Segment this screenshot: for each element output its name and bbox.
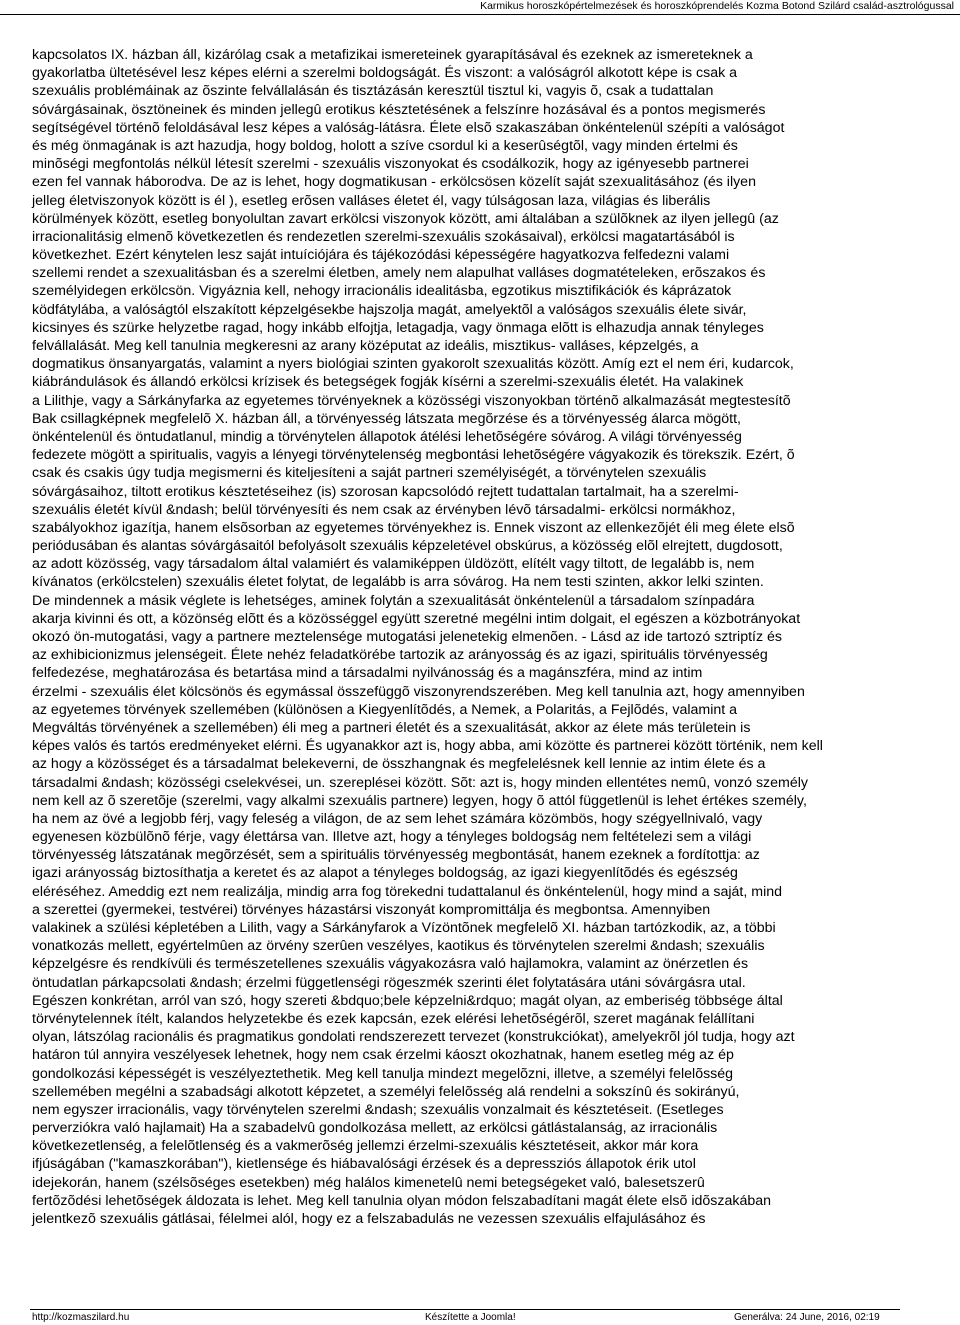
text-line: öntudatlan párkapcsolati &ndash; érzelmi függetlenségi rögeszmék szerinti élet folytatására utáni sóvárgásra utal. xyxy=(32,974,746,991)
text-line: gondolkozási képességét is veszélyeztethetik. Meg kell tanulja mindezt megelõzni, illetve, a személyi felelõsség xyxy=(32,1065,734,1082)
text-line: következhet. Ezért kénytelen lesz saját intuíciójára és tájékozódási képességére hagyatkozva felfedezni valami xyxy=(32,247,730,264)
text-line: minõségi megfontolás nélkül létesít szerelmi - szexuális viszonyokat és csodálkozik, hogy az igényesebb partnerei xyxy=(32,156,749,173)
text-line: kívánatos (erkölcstelen) szexuális életet folytat, de legalább is arra sóvárog. Ha nem testi szinten, akkor lelki szinten. xyxy=(32,574,764,591)
text-line: felfedezése, meghatározása és betartása mind a társadalmi nyilvánosság és a magánszféra, mind az intim xyxy=(32,665,703,682)
text-line: törvénytelennek ítélt, kalandos helyzetekbe és ezek kapcsán, ezek elérési lehetõségérõl, szeret magának felállítani xyxy=(32,1010,755,1027)
header-divider xyxy=(0,14,960,15)
footer-generated-date: Generálva: 24 June, 2016, 02:19 xyxy=(734,1312,880,1323)
text-line: az egyetemes törvények szellemében (különösen a Kiegyenlítõdés, a Nemek, a Polaritás, a Fejlõdés, valamint a xyxy=(32,701,738,718)
text-line: szellemi rendet a szexualitásban és a szerelmi életben, amely nem alapulhat valláses dogmatételeken, erõszakos és xyxy=(32,265,766,282)
text-line: Bak csillagképnek megfelelõ X. házban áll, a törvényesség látszata megõrzése és a törvényesség álarca mögött, xyxy=(32,410,741,427)
text-line: jelentkezõ szexuális gátlásai, félelmei alól, hogy ez a felszabadulás ne vezessen szexuális elfajulásához és xyxy=(32,1211,706,1227)
text-line: perverziókra való hajlamait) Ha a szabadelvû gondolkozása mellett, az erkölcsi gátlástalanság, az irracionális xyxy=(32,1120,718,1137)
text-line: a szerettei (gyermekei, testvérei) törvényes házastársi viszonyát kompromittálja és megbontsa. Amennyiben xyxy=(32,901,711,918)
text-line: De mindennek a másik véglete is lehetséges, aminek folytán a szexualitását önkéntelenül a társadalom színpadára xyxy=(32,592,755,609)
text-line: az hogy a közösséget és a társadalmat belekeverni, de összhangnak és megfelelésnek kell lennie az intim élete és a xyxy=(32,756,766,773)
text-line: fedezete mögött a spiritualis, vagyis a lényegi törvénytelenség megbontási lehetõségére vágyakozik és törekszik. Ezért, õ xyxy=(32,447,795,464)
text-line: akarja kivinni és ott, a közönség elõtt és a közösséggel együtt szeretné megélni intim dolgait, el egészen a közbotrányokat xyxy=(32,610,801,627)
text-line: kapcsolatos IX. házban áll, kizárólag csak a metafizikai ismereteinek gyarapításával és ezeknek az ismereteknek a xyxy=(32,47,753,63)
text-line: képes valós és tartós eredményeket elérni. És ugyanakkor azt is, hogy abba, ami közötte és partnerei között történik, nem kell xyxy=(32,738,823,755)
text-line: képzelgésre és rendkívüli és természetellenes szexuális vágyakozásra való hajlamokra, valamint az önérzetlen és xyxy=(32,956,749,973)
text-line: vonatkozás mellett, egyértelmûen az örvény szerûen veszélyes, kaotikus és törvénytelen szerelmi &ndash; szexuális xyxy=(32,938,765,955)
text-line: jelleg életviszonyok között is él ), esetleg erõsen valláses életet él, vagy túlságosan laza, világias és liberális xyxy=(32,192,711,209)
text-line: nem egyszer irracionális, vagy törvénytelen szerelmi &ndash; szexuális vonzalmait és késztetéseit. (Esetleges xyxy=(32,1101,724,1118)
document-body xyxy=(32,46,952,1228)
text-line: Egészen konkrétan, arról van szó, hogy szereti &bdquo;bele képzelni&rdquo; magát olyan, az emberiség többsége által xyxy=(32,992,783,1009)
text-line: olyan, látszólag racionális és pragmatikus gondolati rendszerezett tervezet (konstrukciókat), amelyekrõl jól tudja, hogy azt xyxy=(32,1029,795,1046)
text-line: dogmatikus önsanyargatás, valamint a nyers biológiai szinten gyakorolt szexualitás között. Amíg ezt el nem éri, kudarcok, xyxy=(32,356,794,373)
text-line: személyidegen erkölcsön. Vigyáznia kell, nehogy irracionális idealitásba, egzotikus misztifikációk és káprázatok xyxy=(32,283,732,300)
text-line: törvényesség látszatának megõrzését, sem a spirituális törvényesség megbontását, hanem ezeknek a fordítottja: az xyxy=(32,847,760,864)
page-header xyxy=(0,0,960,13)
footer-credit: Készítette a Joomla! xyxy=(425,1312,516,1323)
text-line: valakinek a szülési képletében a Lilith, vagy a Sárkányfarok a Vízöntõnek megfelelõ XI. házban tartózkodik, az, a többi xyxy=(32,920,776,936)
text-line: kicsinyes és szürke helyzetbe ragad, hogy inkább elfojtja, letagadja, vagy önmaga elõtt is elhazudja annak tényleges xyxy=(32,319,764,336)
text-line: fertõzõdési lehetõségek áldozata is lehet. Meg kell tanulnia olyan módon felszabadítani magát élete elsõ idõszakában xyxy=(32,1192,772,1209)
text-line: szabályokhoz igazítja, hanem elsõsorban az egyetemes törvényekhez is. Ennek viszont az ellenkezõjét éli meg élete elsõ xyxy=(32,519,795,536)
text-line: sóvárgásainak, ösztöneinek és minden jellegû erotikus késztetésének a felszínre hozásával és a pontos megismerés xyxy=(32,101,766,118)
text-line: segítségével történõ feloldásával lesz képes a valóság-látásra. Élete elsõ szakaszában önkéntelenül szépíti a valóságot xyxy=(32,119,785,136)
text-line: ködfátylába, a valóságtól elszakított képzelgésekbe hajszolja magát, amelyektõl a valóságos szexuális élete sivár, xyxy=(32,301,747,318)
text-line: érzelmi - szexuális élet kölcsönös és egymással összefüggõ viszonyrendszerében. Meg kell tanulnia azt, hogy amennyiben xyxy=(32,683,805,700)
text-line: a Lilithje, vagy a Sárkányfarka az egyetemes törvényeknek a közösségi viszonyokban történõ alkalmazását megtestesítõ xyxy=(32,392,791,409)
text-line: eléréséhez. Ameddig ezt nem realizálja, mindig arra fog törekedni tudattalanul és önkéntelenül, hogy mind a saját, mind xyxy=(32,883,783,900)
text-line: felvállalását. Meg kell tanulnia megkeresni az arany középutat az ideális, misztikus- valláses, képzelgés, a xyxy=(32,338,699,354)
text-line: az adott közösség, vagy társadalom által valamiért és valamiképpen üldözött, elítélt vagy tiltott, de legalább is, nem xyxy=(32,556,755,573)
text-line: szexuális problémáinak az õszinte felvállalásán és tisztázásán keresztül tisztul ki, vagyis õ, csak a tudattalan xyxy=(32,83,714,100)
text-line: idejekorán, hanem (szélsõséges esetekben) még halálos kimenetelû nemi betegségeket való, balesetszerû xyxy=(32,1174,705,1191)
header-title: Karmikus horoszkópértelmezések és horoszkóprendelés Kozma Botond Szilárd család-asztrológussal xyxy=(480,0,954,12)
text-line: kiábrándulások és állandó erkölcsi krízisek és betegségek fogják kísérni a szerelmi-szexuális életét. Ha valakinek xyxy=(32,374,744,391)
text-line: ezen fel vannak háborodva. De az is lehet, hogy dogmatikusan - erkölcsösen közelít saját szexualitásához (és ilyen xyxy=(32,174,756,191)
text-line: csak és csakis úgy tudja megismerni és kiteljesíteni a saját partneri személyiségét, a törvénytelen szexuális xyxy=(32,465,707,482)
text-line: társadalmi &ndash; közösségi cselekvései, un. szereplései között. Sõt: azt is, hogy minden ellentétes nemû, vonzó személy xyxy=(32,774,808,791)
text-line: sóvárgásaihoz, tiltott erotikus késztetéseihez (is) szorosan kapcsolódó rejtett tudattalan tartalmait, ha a szerelmi- xyxy=(32,483,739,500)
text-line: periódusában és alantas sóvárgásaitól befolyásolt szexuális képzeletével obskúrus, a közösség elõl elrejtett, dugdosott, xyxy=(32,538,783,555)
footer-url-link[interactable]: http://kozmaszilard.hu xyxy=(32,1312,130,1323)
text-line: igazi arányosság biztosíthatja a keretet és az alapot a tényleges boldogság, az igazi kiegyenlítõdés és egészség xyxy=(32,865,738,882)
text-line: nem kell az õ szeretõje (szerelmi, vagy alkalmi szexuális partnere) legyen, hogy õ attól függetlenül is lehet értékes személy, xyxy=(32,792,807,809)
text-line: irracionalitásig elmenõ következetlen és rendezetlen szerelmi-szexuális szokásaival), erkölcsi magatartásából is xyxy=(32,228,735,245)
text-line: körülmények között, esetleg bonyolultan zavart erkölcsi viszonyok között, ami általában a szülõknek az ilyen jellegû (az xyxy=(32,210,779,227)
text-line: ha nem az övé a legjobb férj, vagy feleség a világon, de az sem lehet számára közömbös, hogy szégyellnivaló, vagy xyxy=(32,810,763,827)
text-line: szexuális életét kívül &ndash; belül törvényesíti és nem csak az érvényben lévõ társadalmi- erkölcsi normákhoz, xyxy=(32,501,736,518)
text-line: Megváltás törvényének a szellemében) éli meg a partneri életét és a szexualitását, akkor az élete más területein is xyxy=(32,719,751,736)
text-line: gyakorlatba ültetésével lesz képes elérni a szerelmi boldogságát. És viszont: a valóságról alkotott képe is csak a xyxy=(32,65,738,82)
page-footer xyxy=(0,1309,960,1325)
text-line: és még önmagának is azt hazudja, hogy boldog, holott a szíve csordul ki a keserûségtõl, vagy minden értelmi és xyxy=(32,137,738,154)
text-line: az exhibicionizmus jelenségeit. Élete nehéz feladatkörébe tartozik az arányosság és az igazi, spirituális törvényesség xyxy=(32,647,768,664)
footer-divider xyxy=(30,1309,900,1310)
text-line: egyenesen közbülõnõ férje, vagy élettársa van. Illetve azt, hogy a tényleges boldogság nem feltételezi sem a világi xyxy=(32,829,752,846)
text-line: következetlenség, a felelõtlenség és a vakmerõség jellemzi érzelmi-szexuális késztetéseit, akkor már kora xyxy=(32,1138,699,1155)
text-line: szellemében megélni a szabadsági alkotott képzetet, a személyi felelõsség alá rendelni a sokszínû és sokirányú, xyxy=(32,1083,740,1100)
text-line: ifjúságában ("kamaszkorában"), kietlensége és hiábavalósági érzések és a depressziós állapotok érik utol xyxy=(32,1156,696,1173)
text-line: határon túl annyira veszélyesek lehetnek, hogy nem csak érzelmi káoszt okozhatnak, hanem esetleg még az ép xyxy=(32,1047,734,1064)
text-line: okozó ön-mutogatási, vagy a partnere meztelensége mutogatási jelenetekig elmenõen. - Lásd az ide tartozó sztriptíz és xyxy=(32,629,782,645)
text-line: önkéntelenül és öntudatlanul, mindig a törvénytelen állapotok átélési lehetõségére sóvárog. A világi törvényesség xyxy=(32,428,742,445)
